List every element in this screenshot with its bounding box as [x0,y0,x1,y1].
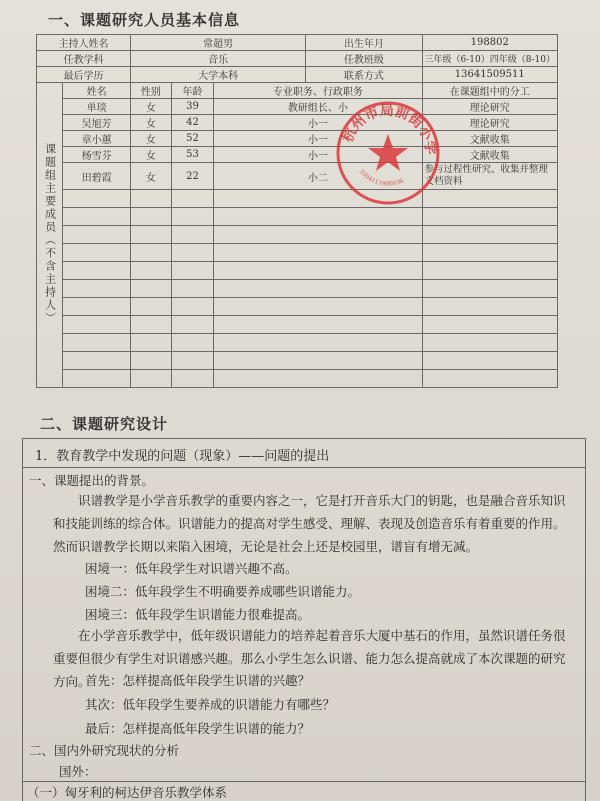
seal-text: 杭州市局前街小学 [339,102,439,156]
birth-label: 出生年月 [306,35,422,51]
empty-row [37,262,558,280]
member-name: 单琰 [63,99,131,115]
empty-row [37,208,558,226]
birth-value: 198802 [422,35,558,51]
member-row [37,163,558,190]
member-age: 53 [171,147,214,163]
degree-label: 最后学历 [37,67,131,83]
class-value: 三年级（6-10）四年级（8-10） [422,51,558,67]
researcher-info-table [36,34,558,388]
empty-row [37,352,558,370]
dilemma-one: 困境一：低年段学生对识谱兴趣不高。 [85,561,298,576]
member-name: 杨雪芬 [63,147,131,163]
member-name: 章小蕙 [63,131,131,147]
member-name: 田碧霞 [63,163,131,190]
member-role: 文献收集 [422,147,558,163]
col-header-gender: 性别 [130,83,171,99]
question-one: 首先：怎样提高低年段学生识谱的兴趣？ [85,673,311,688]
section2-heading: 二、课题研究设计 [40,415,169,433]
background-paragraph: 识谱教学是小学音乐教学的重要内容之一，它是打开音乐大门的钥匙，也是融合音乐知识和技能训练的综合体。识谱能力的提高对学生感受、理解、表现及创造音乐有着重要的作用。然而识谱教学长期以来陷入困境，无论是社会上还是校园里，谱盲有增无减。 [53,493,566,554]
box-title: 1．教育教学中发现的问题（现象）——问题的提出 [35,449,330,464]
member-title: 小一 [214,115,422,131]
abroad-label: 国外： [59,764,97,779]
members-side-cell [37,83,63,388]
member-gender: 女 [130,99,171,115]
empty-row [37,370,558,388]
member-age: 39 [171,99,214,115]
col-header-role: 在课题组中的分工 [422,83,558,99]
member-title: 小二 [214,163,422,190]
member-gender: 女 [130,115,171,131]
member-row [37,131,558,147]
member-row [37,115,558,131]
empty-row [37,280,558,298]
contact-value: 13641509511 [422,67,558,83]
member-gender: 女 [130,131,171,147]
member-row [37,147,558,163]
col-header-name: 姓名 [63,83,131,99]
empty-row [37,316,558,334]
leader-row-3 [37,67,558,83]
member-role: 理论研究 [422,99,558,115]
member-age: 22 [171,163,214,190]
leader-row-1 [37,35,558,51]
member-title: 小一 [214,147,422,163]
subheading-background: 一、课题提出的背景。 [29,473,155,488]
member-row [37,99,558,115]
seal-code: 3304111900036 [357,168,405,188]
class-label: 任教班级 [306,51,422,67]
direction-paragraph: 在小学音乐教学中，低年级识谱能力的培养起着音乐大厦中基石的作用，虽然识谱任务很重要但很少有学生对识谱感兴趣。那么小学生怎么识谱、能力怎么提高就成了本次课题的研究方向。 [53,628,566,689]
section1-heading: 一、课题研究人员基本信息 [48,11,241,29]
member-title: 教研组长、小 [214,99,422,115]
box-divider [23,467,585,468]
subheading-analysis: 二、国内外研究现状的分析 [29,743,180,758]
question-three: 最后：怎样提高低年段学生识谱的能力？ [85,721,311,736]
col-header-age: 年龄 [171,83,214,99]
member-gender: 女 [130,163,171,190]
dilemma-three: 困境三：低年段学生识谱能力很难提高。 [85,607,311,622]
subject-value: 音乐 [130,51,305,67]
box-divider-bottom [23,781,585,782]
member-age: 42 [171,115,214,131]
member-gender: 女 [130,147,171,163]
leader-name-label: 主持人姓名 [37,35,131,51]
member-role: 理论研究 [422,115,558,131]
member-role: 参与过程性研究、收集并整理文档资料 [422,163,558,190]
members-header-row [37,83,558,99]
empty-row [37,298,558,316]
research-design-box [22,438,586,801]
empty-row [37,190,558,208]
members-side-label: 课题组主要成员（不含主持人） [43,142,57,325]
leader-name: 常超男 [130,35,305,51]
contact-label: 联系方式 [306,67,422,83]
empty-row [37,244,558,262]
empty-row [37,226,558,244]
member-title: 小一 [214,131,422,147]
kodaly-item: （一）匈牙利的柯达伊音乐教学体系 [27,785,228,800]
member-name: 吴旭芳 [63,115,131,131]
member-age: 52 [171,131,214,147]
col-header-title: 专业职务、行政职务 [214,83,422,99]
subject-label: 任教学科 [37,51,131,67]
question-two: 其次：低年段学生要养成的识谱能力有哪些？ [85,697,336,712]
empty-row [37,334,558,352]
member-role: 文献收集 [422,131,558,147]
degree-value: 大学本科 [130,67,305,83]
dilemma-two: 困境二：低年段学生不明确要养成哪些识谱能力。 [85,584,361,599]
leader-row-2 [37,51,558,67]
